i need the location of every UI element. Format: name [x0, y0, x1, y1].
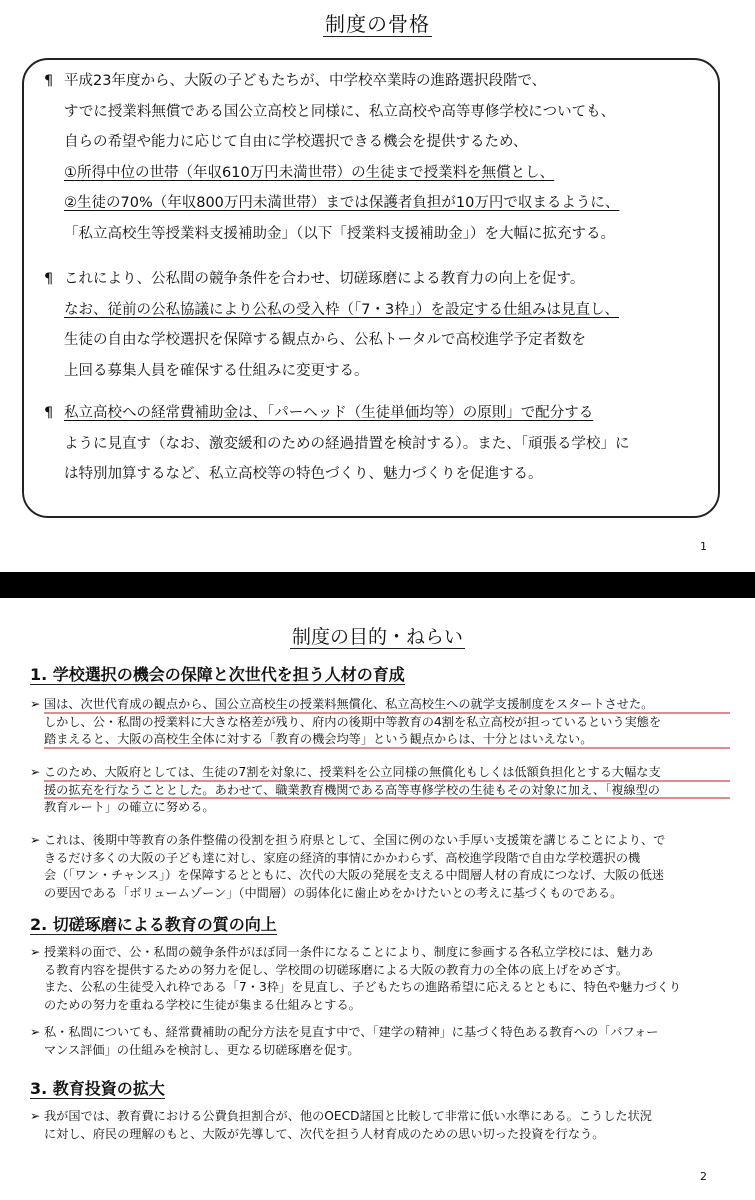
- text-line: ①所得中位の世帯（年収610万円未満世帯）の生徒まで授業料を無償とし、: [64, 164, 555, 181]
- text-line: 授業料の面で、公・私間の競争条件がほぼ同一条件になることにより、制度に参画する各私立学校には、魅力あ: [44, 945, 654, 959]
- text-line: は特別加算するなど、私立高校等の特色づくり、魅力づくりを促進する。: [64, 466, 543, 482]
- paragraph-1: [38, 66, 708, 249]
- text-line: ように見直す（なお、激変緩和のための経過措置を検討する）。また、「頑張る学校」に: [64, 435, 630, 452]
- bullet-1-1: [30, 696, 730, 749]
- pilcrow-icon: ¶: [44, 271, 54, 287]
- text-line: 平成23年度から、大阪の子どもたちが、中学校卒業時の進路選択段階で、: [64, 73, 547, 89]
- text-line: 上回る募集人員を確保する仕組みに変更する。: [64, 362, 369, 379]
- arrow-bullet-icon: ➢: [30, 765, 41, 779]
- text-line: マンス評価」の仕組みを検討し、更なる切磋琢磨を促す。: [44, 1042, 360, 1057]
- paragraph-2: [38, 264, 708, 386]
- arrow-bullet-icon: ➢: [30, 945, 41, 959]
- text-line: しかし、公・私間の授業料に大きな格差が残り、府内の後期中等教育の4割を私立高校が担っているという実態を: [44, 714, 662, 729]
- page-2-title: 制度の目的・ねらい: [291, 626, 463, 648]
- text-line: すでに授業料無償である国公立高校と同様に、私立高校や高等専修学校についても、: [64, 103, 616, 120]
- text-line: 私・私間についても、経常費補助の配分方法を見直す中で、「建学の精神」に基づく特色ある教育への「パフォー: [44, 1025, 659, 1039]
- section-heading-2: 2. 切磋琢磨による教育の質の向上: [30, 915, 277, 934]
- arrow-bullet-icon: ➢: [30, 833, 41, 847]
- text-line: る教育内容を提供するための努力を促し、学校間の切磋琢磨による大阪の教育力の全体の底上げをめざす。: [44, 962, 629, 977]
- text-line: に対し、府民の理解のもと、大阪が先導して、次代を担う人材育成のための思い切った投資を行なう。: [44, 1126, 605, 1141]
- page-1-title: 制度の骨格: [325, 12, 430, 36]
- bullet-2-1: [30, 944, 730, 1014]
- pilcrow-icon: ¶: [44, 405, 54, 421]
- section-heading-1: 1. 学校選択の機会の保障と次世代を担う人材の育成: [30, 665, 405, 684]
- text-line: の要因である「ボリュームゾーン」（中間層）の弱体化に歯止めをかけたいとの考えに基づくものである。: [44, 885, 623, 900]
- page-number: 1: [700, 540, 707, 553]
- text-line: ②生徒の70%（年収800万円未満世帯）までは保護者負担が10万円で収まるように、: [64, 195, 620, 211]
- pilcrow-icon: ¶: [44, 73, 54, 89]
- arrow-bullet-icon: ➢: [30, 1025, 41, 1039]
- text-line: このため、大阪府としては、生徒の7割を対象に、授業料を公立同様の無償化もしくは低額負担化とする大幅な支: [44, 764, 730, 782]
- bullet-3-1: [30, 1108, 730, 1143]
- paragraph-3: [38, 398, 708, 490]
- text-line: 援の拡充を行なうこととした。あわせて、職業教育機関である高等専修学校の生徒もその対象に加え、「複線型の: [44, 782, 730, 800]
- text-line: 生徒の自由な学校選択を保障する観点から、公私トータルで高校進学予定者数を: [64, 332, 586, 348]
- bullet-1-3: [30, 832, 730, 902]
- arrow-bullet-icon: ➢: [30, 1109, 41, 1123]
- bullet-1-2: [30, 764, 730, 817]
- text-line: 「私立高校生等授業料支援補助金」（以下「授業料支援補助金」）を大幅に拡充する。: [64, 225, 615, 242]
- page-1: [0, 0, 755, 572]
- text-line: のための努力を重ねる学校に生徒が集まる仕組みとする。: [44, 997, 361, 1012]
- text-line: なお、従前の公私協議により公私の受入枠（「7・3枠」）を設定する仕組みは見直し、: [64, 301, 619, 318]
- text-line: 私立高校への経常費補助金は、「パーヘッド（生徒単価均等）の原則」で配分する: [64, 405, 594, 421]
- section-heading-3: 3. 教育投資の拡大: [30, 1079, 165, 1098]
- text-line: これにより、公私間の競争条件を合わせ、切磋琢磨による教育力の向上を促す。: [64, 271, 585, 287]
- bullet-2-2: [30, 1024, 730, 1059]
- page-separator: [0, 572, 755, 598]
- page-number: 2: [700, 1170, 707, 1183]
- text-line: 会（「ワン・チャンス」）を保障するとともに、次代の大阪の発展を支える中間層人材の育成につなげ、大阪の低迷: [44, 868, 665, 882]
- text-line: 我が国では、教育費における公費負担割合が、他のOECD諸国と比較して非常に低い水準にある。こうした状況: [44, 1109, 652, 1123]
- text-line: 自らの希望や能力に応じて自由に学校選択できる機会を提供するため、: [64, 134, 528, 150]
- framework-box: [22, 58, 720, 518]
- text-line: 踏まえると、大阪の高校生全体に対する「教育の機会均等」という観点からは、十分とはいえない。: [44, 731, 730, 749]
- text-line: 国は、次世代育成の観点から、国公立高校生の授業料無償化、私立高校生への就学支援制度をスタートさせた。: [44, 696, 730, 714]
- page-2: [0, 598, 755, 1200]
- text-line: 教育ルート」の確立に努める。: [44, 800, 215, 814]
- arrow-bullet-icon: ➢: [30, 697, 41, 711]
- text-line: これは、後期中等教育の条件整備の役割を担う府県として、全国に例のない手厚い支援策を講じることにより、で: [44, 833, 666, 847]
- text-line: きるだけ多くの大阪の子ども達に対し、家庭の経済的事情にかかわらず、高校進学段階で自由な学校選択の機: [44, 850, 641, 865]
- text-line: また、公私の生徒受入れ枠である「7・3枠」を見直し、子どもたちの進路希望に応えるとともに、特色や魅力づくり: [44, 980, 682, 994]
